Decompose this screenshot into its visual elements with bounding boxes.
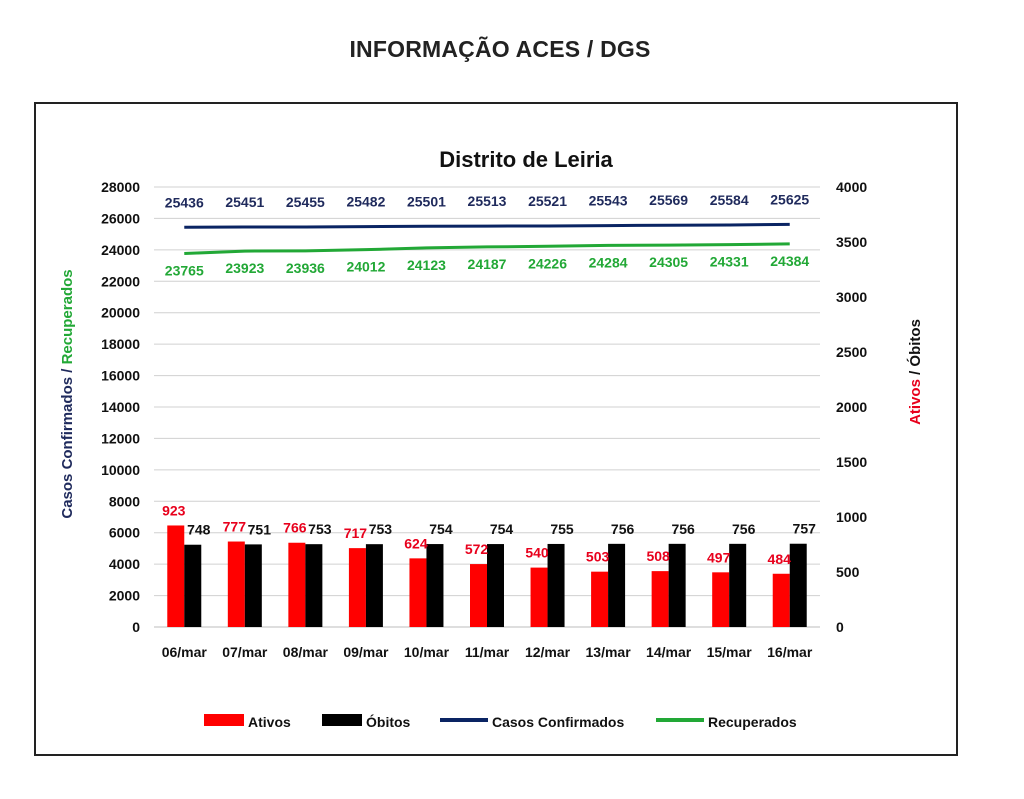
bar-bitos <box>548 544 565 627</box>
obitos-data-label: 748 <box>187 521 211 538</box>
x-tick-label: 16/mar <box>767 644 813 660</box>
bar-ativos <box>712 572 729 627</box>
recuperados-data-label: 23765 <box>164 262 204 279</box>
legend-item-ativos <box>204 714 291 730</box>
bar-bitos <box>669 544 686 627</box>
ativos-data-label: 503 <box>585 548 610 565</box>
right-tick-label: 4000 <box>836 179 868 195</box>
ativos-data-label: 484 <box>767 550 791 567</box>
left-axis-label-part2: Recuperados <box>59 269 76 365</box>
ativos-data-label: 572 <box>464 541 489 558</box>
bar-ativos <box>228 542 245 627</box>
right-tick-label: 3000 <box>836 289 868 305</box>
confirmados-data-label: 25584 <box>709 191 749 208</box>
line-casos-confirmados <box>184 224 789 227</box>
left-tick-label: 10000 <box>101 461 140 478</box>
bar-ativos <box>167 525 184 627</box>
left-tick-label: 28000 <box>101 179 140 195</box>
x-axis-ticks <box>162 644 813 660</box>
chart-frame <box>34 102 958 756</box>
right-tick-label: 2000 <box>836 399 868 415</box>
bar-bitos <box>790 544 807 627</box>
left-tick-label: 14000 <box>101 399 140 415</box>
recuperados-data-label: 24331 <box>709 253 749 270</box>
ativos-data-label: 624 <box>404 535 428 552</box>
confirmados-data-label: 25451 <box>225 194 265 211</box>
bar-ativos <box>288 543 305 627</box>
legend-item-recuperados <box>656 714 797 730</box>
confirmados-data-label: 25455 <box>285 193 325 210</box>
left-tick-label: 24000 <box>101 241 140 258</box>
confirmados-data-label: 25625 <box>770 191 810 208</box>
right-axis-label-part2: / Óbitos <box>907 319 924 380</box>
chart-title: Distrito de Leiria <box>439 147 613 172</box>
confirmados-data-label: 25513 <box>467 193 507 210</box>
bar-ativos <box>349 548 366 627</box>
bar-ativos <box>652 571 669 627</box>
x-tick-label: 07/mar <box>222 644 268 660</box>
x-tick-label: 11/mar <box>464 644 510 660</box>
x-tick-label: 14/mar <box>646 644 692 660</box>
right-tick-label: 500 <box>836 564 860 580</box>
legend-item--bitos <box>322 713 411 730</box>
recuperados-data-label: 24226 <box>528 255 568 272</box>
bar-bitos <box>366 544 383 627</box>
ativos-data-label: 540 <box>525 544 549 561</box>
recuperados-data-label: 23936 <box>285 259 325 276</box>
recuperados-data-label: 24187 <box>467 255 507 272</box>
recuperados-data-label: 24305 <box>649 254 689 271</box>
recuperados-data-label: 23923 <box>225 260 265 277</box>
bar-bitos <box>305 544 322 627</box>
legend-label: Ativos <box>248 714 291 730</box>
chart <box>36 104 956 754</box>
bar-bitos <box>245 544 262 627</box>
left-tick-label: 22000 <box>101 273 140 290</box>
legend-item-casos-confirmados <box>440 714 624 730</box>
bar-ativos <box>591 572 608 627</box>
recuperados-data-label: 24123 <box>406 256 446 273</box>
right-axis-label <box>906 319 924 425</box>
legend <box>204 713 797 730</box>
left-axis-ticks <box>101 179 140 635</box>
obitos-data-label: 753 <box>368 521 393 538</box>
x-tick-label: 15/mar <box>706 644 752 660</box>
bar-bitos <box>608 544 625 627</box>
legend-label: Óbitos <box>366 714 411 730</box>
left-tick-label: 16000 <box>101 367 140 384</box>
bar-ativos <box>470 564 487 627</box>
left-tick-label: 18000 <box>101 336 140 353</box>
left-tick-label: 20000 <box>101 304 140 321</box>
legend-swatch <box>322 714 362 726</box>
obitos-data-label: 756 <box>732 520 756 537</box>
obitos-data-label: 751 <box>247 521 271 538</box>
bar-ativos <box>531 568 548 627</box>
bar-bitos <box>184 545 201 627</box>
lines <box>184 224 789 253</box>
confirmados-data-label: 25521 <box>528 192 568 209</box>
obitos-data-label: 754 <box>429 521 453 538</box>
x-tick-label: 13/mar <box>585 644 631 660</box>
legend-label: Recuperados <box>708 714 797 730</box>
confirmados-data-label: 25436 <box>164 194 204 211</box>
obitos-data-label: 753 <box>308 521 332 538</box>
bar-bitos <box>729 544 746 627</box>
x-tick-label: 10/mar <box>403 644 450 660</box>
right-axis-ticks <box>836 179 867 635</box>
ativos-data-label: 777 <box>222 518 246 535</box>
recuperados-data-label: 24012 <box>346 258 386 275</box>
obitos-data-label: 754 <box>489 521 514 538</box>
x-tick-label: 06/mar <box>161 644 207 660</box>
x-tick-label: 12/mar <box>524 644 571 660</box>
recuperados-data-label: 24384 <box>770 252 810 269</box>
confirmados-data-label: 25501 <box>406 193 446 210</box>
obitos-data-label: 756 <box>671 520 695 537</box>
confirmados-data-label: 25569 <box>649 192 689 209</box>
left-axis-label-part1: Casos Confirmados / <box>59 364 76 519</box>
obitos-data-label: 755 <box>550 520 574 537</box>
bar-bitos <box>426 544 443 627</box>
left-axis-label <box>59 269 76 518</box>
ativos-data-label: 508 <box>646 548 670 565</box>
bar-ativos <box>409 558 426 627</box>
ativos-data-label: 923 <box>162 502 186 519</box>
confirmados-data-label: 25543 <box>588 192 628 209</box>
x-tick-label: 08/mar <box>282 644 328 660</box>
right-tick-label: 1500 <box>836 454 868 470</box>
legend-label: Casos Confirmados <box>492 714 625 730</box>
ativos-data-label: 497 <box>707 549 731 566</box>
left-tick-label: 2000 <box>108 587 140 604</box>
x-tick-label: 09/mar <box>343 644 389 660</box>
left-tick-label: 4000 <box>108 556 140 573</box>
left-tick-label: 12000 <box>101 430 140 447</box>
right-tick-label: 1000 <box>836 509 868 525</box>
bar-bitos <box>487 544 504 627</box>
left-tick-label: 8000 <box>108 493 140 510</box>
recuperados-data-label: 24284 <box>588 254 628 271</box>
left-tick-label: 6000 <box>108 524 140 541</box>
bar-ativos <box>773 574 790 627</box>
right-tick-label: 3500 <box>836 234 868 250</box>
left-tick-label: 26000 <box>101 210 140 227</box>
obitos-data-label: 757 <box>792 520 816 537</box>
right-tick-label: 0 <box>836 619 844 635</box>
right-tick-label: 2500 <box>836 344 868 360</box>
confirmados-data-label: 25482 <box>346 193 386 210</box>
line-recuperados <box>184 244 789 254</box>
ativos-data-label: 717 <box>343 525 368 542</box>
ativos-data-label: 766 <box>283 519 307 536</box>
obitos-data-label: 756 <box>610 520 635 537</box>
page-title: INFORMAÇÃO ACES / DGS <box>349 36 651 62</box>
legend-swatch <box>204 714 244 726</box>
left-tick-label: 0 <box>132 619 140 635</box>
right-axis-label-part1: Ativos <box>907 379 924 425</box>
